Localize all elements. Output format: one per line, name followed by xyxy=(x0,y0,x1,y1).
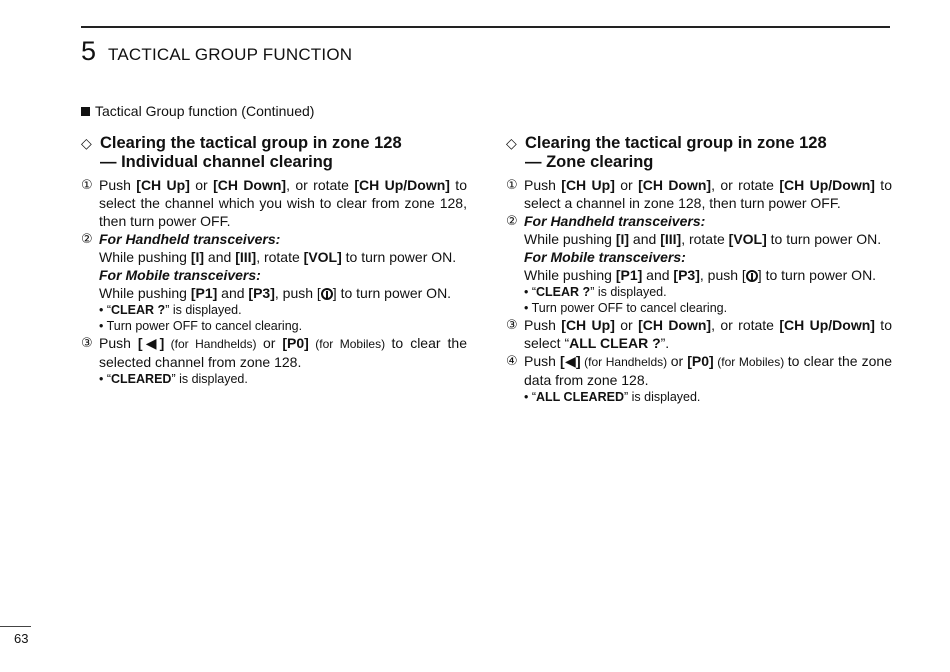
key-label: [P3] xyxy=(248,285,275,301)
right-step-3 xyxy=(506,316,892,352)
note xyxy=(524,284,892,300)
step-text: Push xyxy=(524,317,562,333)
right-step-1 xyxy=(506,176,892,212)
page-number: 63 xyxy=(14,631,29,646)
note-text: ” is displayed. xyxy=(165,303,242,317)
step-number-4: ④ xyxy=(506,353,518,368)
step-text: ] to turn power ON. xyxy=(757,267,877,283)
key-label: [P1] xyxy=(615,267,643,283)
note-text: ” is displayed. xyxy=(171,372,248,386)
note xyxy=(99,302,467,318)
key-label: [CH Up] xyxy=(561,177,615,193)
key-label: [CH Down] xyxy=(638,177,712,193)
step-text: and xyxy=(629,231,661,247)
step-text: , or rotate xyxy=(711,317,780,333)
key-label: [P0] xyxy=(687,353,714,369)
subheading-handheld: For Handheld transceivers: xyxy=(524,213,706,229)
chapter-number: 5 xyxy=(81,36,97,66)
left-step-1 xyxy=(81,176,467,230)
right-step-4 xyxy=(506,352,892,405)
subheading-mobile: For Mobile transceivers: xyxy=(524,249,686,265)
step-text: or xyxy=(614,317,639,333)
left-step-2 xyxy=(81,230,467,334)
step-text: , or rotate xyxy=(711,177,780,193)
key-label: [CH Down] xyxy=(638,317,712,333)
step-text: or xyxy=(670,353,688,369)
step-text: , rotate xyxy=(256,249,304,265)
left-heading xyxy=(81,134,467,172)
display-text: CLEAR ? xyxy=(536,285,591,299)
step-text: to clear the selected channel from zone 128. xyxy=(99,335,467,370)
step-text: , or rotate xyxy=(286,177,355,193)
left-column xyxy=(81,134,467,387)
step-text: , rotate xyxy=(681,231,729,247)
step-text: to select a channel in zone 128, then turn power OFF. xyxy=(524,177,892,211)
step-text: and xyxy=(217,285,249,301)
right-column xyxy=(506,134,892,405)
key-label: [VOL] xyxy=(303,249,342,265)
step-number-3: ③ xyxy=(506,317,518,332)
subheading-handheld: For Handheld transceivers: xyxy=(99,231,281,247)
key-label: [CH Down] xyxy=(213,177,287,193)
step-text: to turn power ON. xyxy=(341,249,457,265)
step-text-small: (for Mobiles) xyxy=(308,337,392,351)
note-text: • “ xyxy=(99,303,112,317)
step-text: , push [ xyxy=(699,267,746,283)
key-label: [P0] xyxy=(282,335,309,351)
key-label: [CH Up/Down] xyxy=(779,177,875,193)
note xyxy=(524,389,892,405)
key-label: [I] xyxy=(190,249,205,265)
step-text: While pushing xyxy=(524,231,616,247)
step-number-2: ② xyxy=(506,213,518,228)
key-label: [III] xyxy=(660,231,682,247)
display-text: ALL CLEAR ? xyxy=(569,335,661,351)
note xyxy=(99,371,467,387)
step-text-small: (for Mobiles) xyxy=(713,355,788,369)
step-text: Push xyxy=(99,177,137,193)
note-text: ” is displayed. xyxy=(590,285,667,299)
footer-rule xyxy=(0,626,31,627)
diamond-icon: ◇ xyxy=(81,135,92,151)
right-heading-line2: — Zone clearing xyxy=(525,153,654,171)
note: • Turn power OFF to cancel clearing. xyxy=(524,301,728,315)
step-text: to clear the zone data from zone 128. xyxy=(524,353,892,388)
step-text: or xyxy=(614,177,639,193)
key-label: [CH Up/Down] xyxy=(779,317,875,333)
step-text: to turn power ON. xyxy=(766,231,882,247)
step-text: or xyxy=(262,335,283,351)
step-text: ”. xyxy=(660,335,670,351)
left-step-3 xyxy=(81,334,467,387)
chapter-title: TACTICAL GROUP FUNCTION xyxy=(108,45,353,64)
step-text: , push [ xyxy=(274,285,321,301)
note-text: ” is displayed. xyxy=(623,390,701,404)
key-label: [P3] xyxy=(673,267,700,283)
section-title xyxy=(81,103,314,119)
key-label: [CH Up] xyxy=(561,317,615,333)
key-label: [I] xyxy=(615,231,630,247)
key-label: [CH Up/Down] xyxy=(354,177,450,193)
left-heading-line1: Clearing the tactical group in zone 128 xyxy=(100,134,402,152)
power-icon xyxy=(746,270,758,282)
note-text: • “ xyxy=(524,285,537,299)
step-text: Push xyxy=(524,353,561,369)
step-text: or xyxy=(189,177,214,193)
note: • Turn power OFF to cancel clearing. xyxy=(99,319,303,333)
right-heading-line1: Clearing the tactical group in zone 128 xyxy=(525,134,827,152)
step-text: While pushing xyxy=(99,285,191,301)
step-text: Push xyxy=(99,335,138,351)
diamond-icon: ◇ xyxy=(506,135,517,151)
header-rule xyxy=(81,26,890,28)
left-heading-line2: — Individual channel clearing xyxy=(100,153,333,171)
key-label: [III] xyxy=(235,249,257,265)
step-text-small: (for Handhelds) xyxy=(580,355,671,369)
display-text: ALL CLEARED xyxy=(536,390,624,404)
key-label: [VOL] xyxy=(728,231,767,247)
step-number-1: ① xyxy=(506,177,518,192)
step-text: to select “ xyxy=(524,317,892,351)
right-heading xyxy=(506,134,892,172)
step-text: While pushing xyxy=(99,249,191,265)
section-label: Tactical Group function (Continued) xyxy=(95,103,315,119)
step-text: to select the channel which you wish to clear from zone 128, then turn power OFF. xyxy=(99,177,467,229)
key-label: [CH Up] xyxy=(136,177,190,193)
note-text: • “ xyxy=(524,390,537,404)
black-square-icon xyxy=(81,107,90,116)
subheading-mobile: For Mobile transceivers: xyxy=(99,267,261,283)
key-label: [◀] xyxy=(560,353,581,369)
step-text: Push xyxy=(524,177,562,193)
step-number-3: ③ xyxy=(81,335,93,350)
step-text: and xyxy=(204,249,236,265)
step-text: While pushing xyxy=(524,267,616,283)
step-text: and xyxy=(642,267,674,283)
key-label: [P1] xyxy=(190,285,218,301)
note-text: • “ xyxy=(99,372,112,386)
step-number-1: ① xyxy=(81,177,93,192)
chapter-header xyxy=(81,36,352,67)
key-label: [◀] xyxy=(137,335,165,351)
step-number-2: ② xyxy=(81,231,93,246)
display-text: CLEAR ? xyxy=(111,303,166,317)
step-text: ] to turn power ON. xyxy=(332,285,452,301)
power-icon xyxy=(321,288,333,300)
display-text: CLEARED xyxy=(111,372,172,386)
step-text-small: (for Handhelds) xyxy=(164,337,263,351)
right-step-2 xyxy=(506,212,892,316)
